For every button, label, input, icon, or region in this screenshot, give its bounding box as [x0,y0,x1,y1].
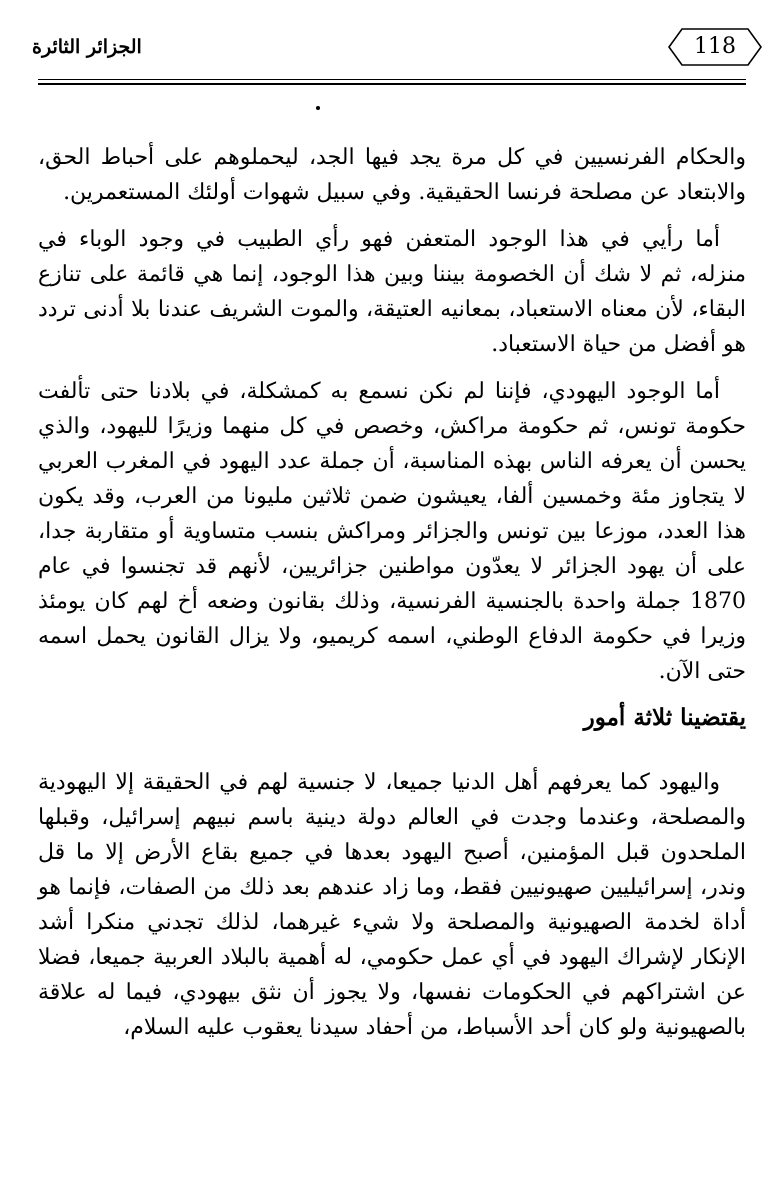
page-number: 118 [694,34,736,59]
running-title: الجزائر الثائرة [32,36,142,58]
page-header [28,26,750,72]
page-number-badge [668,28,762,66]
stray-dot-mark [316,106,320,110]
paragraph-3: أما الوجود اليهودي، فإننا لم نكن نسمع به كمشكلة، في بلادنا حتى تألفت حكومة تونس، ثم حكومة مراكش، وخصص في كل منهما وزيرًا لليهود، والذي يحسن أن يعرفه الناس بهذه المناسبة، أن جملة عدد اليهود في المغرب العربي لا يتجاوز مئة وخمسين ألفا، يعيشون ضمن ثلاثين مليونا من العرب، وقد يكون هذا العدد، موزعا بين تونس والجزائر ومراكش بنسب متساوية أو متقاربة جدا، على أن يهود الجزائر لا يعدّون مواطنين جزائريين، لأنهم قد تجنسوا في عام 1870 جملة واحدة بالجنسية الفرنسية، وذلك بقانون وضعه أخ لهم كان يومئذ وزيرا في حكومة الدفاع الوطني، اسمه كريميو، ولا يزال القانون يحمل اسمه حتى الآن. [38,379,747,684]
section-heading: يقتضينا ثلاثة أمور [583,704,746,731]
header-rule-thick [38,83,746,85]
paragraph-2: أما رأيي في هذا الوجود المتعفن فهو رأي الطبيب في وجود الوباء في منزله، ثم لا شك أن الخصومة بيننا وبين هذا الوجود، إنما هي قائمة على تنازع البقاء، لأن معناه الاستعباد، بمعانيه العتيقة، والموت الشريف عندنا بلا أدنى تردد هو أفضل من حياة الاستعباد. [38,227,746,357]
header-rule-thin [38,79,746,80]
body-text [38,140,746,1045]
paragraph-4: واليهود كما يعرفهم أهل الدنيا جميعا، لا جنسية لهم في الحقيقة إلا اليهودية والمصلحة، وعندما وجدت في العالم دولة دينية باسم نبيهم إسرائيل، وقبلها الملحدون قبل المؤمنين، أصبح اليهود بعدها في جميع بقاع الأرض إلا ما قل وندر، إسرائيليين صهيونيين فقط، وما زاد عندهم بعد ذلك من الصفات، فإنما هو أداة لخدمة الصهيونية والمصلحة ولا شيء غيرهما، لذلك تجدني منكرا أشد الإنكار لإشراك اليهود في أي عمل حكومي، له أهمية بالبلاد العربية جميعا، فضلا عن اشتراكهم في الحكومات نفسها، ولا يجوز أن نثق بيهودي، فيما له علاقة بالصهيونية ولو كان أحد الأسباط، من أحفاد سيدنا يعقوب عليه السلام، [38,770,746,1040]
paragraph-1: والحكام الفرنسيين في كل مرة يجد فيها الجد، ليحملوهم على أحباط الحق، والابتعاد عن مصلحة فرنسا الحقيقية. وفي سبيل شهوات أولئك المستعمرين. [38,145,746,205]
